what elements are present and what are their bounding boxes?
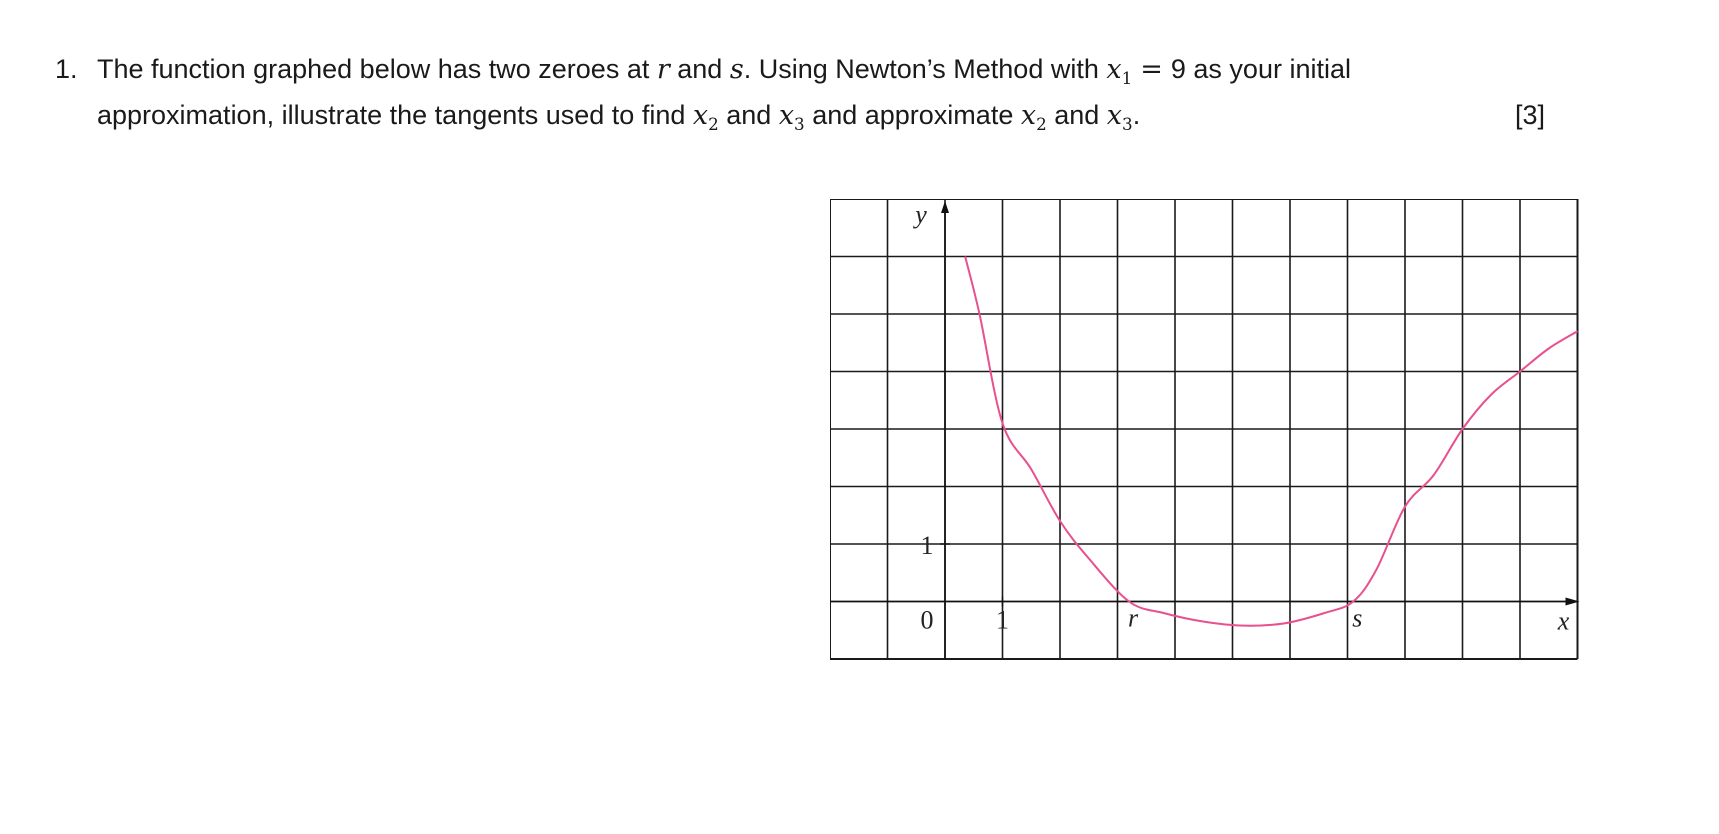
zero-label-s: s <box>1352 603 1363 633</box>
subscript-3: 3 <box>1122 113 1133 134</box>
var-r: r <box>656 54 670 85</box>
graph <box>830 199 1590 669</box>
question-text: as your initial <box>1185 54 1351 84</box>
graph-svg <box>830 199 1590 669</box>
x-axis-label: x <box>1557 606 1570 636</box>
marks-label: [3] <box>1515 100 1546 130</box>
question-text: and <box>718 100 779 130</box>
subscript-2: 2 <box>708 113 719 134</box>
var-s: s <box>729 54 744 85</box>
y-tick-label: 1 <box>920 531 934 560</box>
grid <box>830 199 1578 659</box>
var-x: x <box>1106 100 1123 131</box>
subscript-2: 2 <box>1036 113 1047 134</box>
y-axis-arrow <box>941 201 949 213</box>
x1-value: 9 <box>1170 54 1186 84</box>
subscript-1: 1 <box>1121 67 1133 88</box>
question-line-1 <box>55 46 1535 92</box>
var-x: x <box>692 100 709 131</box>
question-text: and approximate <box>804 100 1021 130</box>
subscript-3: 3 <box>794 113 805 134</box>
x-tick-label: 1 <box>996 605 1009 635</box>
question-text-line-2 <box>97 92 1140 147</box>
question-text: . Using Newton’s Method with <box>743 54 1107 84</box>
var-x: x <box>778 100 795 131</box>
question-text: approximation, illustrate the tangents used to find <box>97 100 693 130</box>
axes <box>830 201 1580 659</box>
y-axis-label: y <box>915 200 927 229</box>
question-number: 1. <box>55 54 78 84</box>
curve-layer <box>965 256 1577 625</box>
question-text: and <box>669 54 730 84</box>
var-x: x <box>1106 54 1122 85</box>
question-text: The function graphed below has two zeroes at <box>97 54 657 84</box>
period: . <box>1132 100 1141 130</box>
question-block <box>55 46 1546 138</box>
question-text: and <box>1046 100 1107 130</box>
var-x: x <box>1020 100 1037 131</box>
zero-label-r: r <box>1127 603 1139 633</box>
equals-sign: = <box>1140 54 1163 85</box>
function-curve <box>965 257 1577 626</box>
question-line-2 <box>55 92 1546 138</box>
origin-label: 0 <box>920 605 934 635</box>
